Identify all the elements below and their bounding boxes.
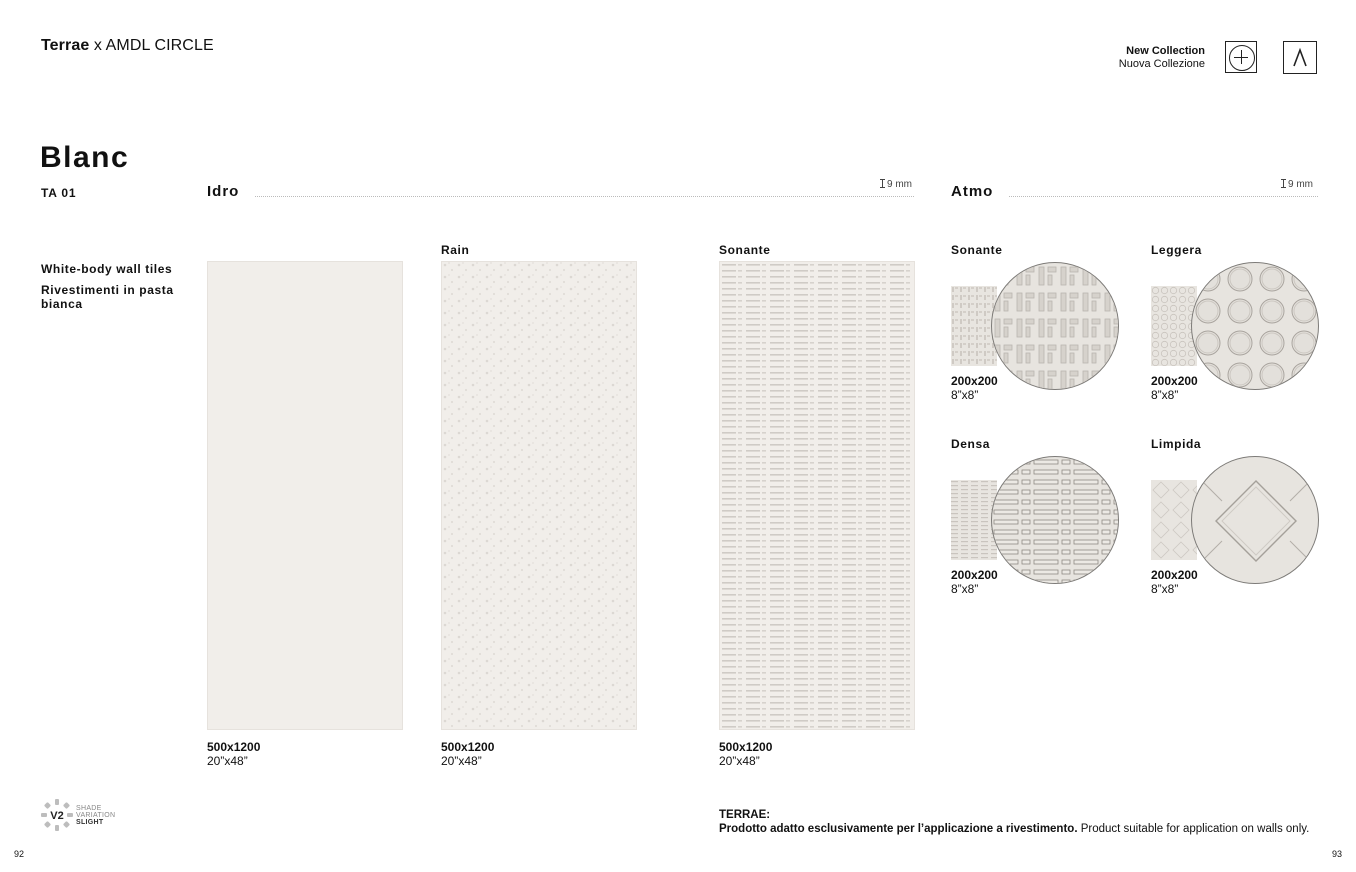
sonante-pattern	[720, 262, 915, 730]
atmo-densa-label: Densa	[951, 437, 991, 451]
idro-thickness-value: 9 mm	[887, 179, 912, 190]
product-code: TA 01	[41, 186, 77, 200]
logo-icon	[1283, 41, 1317, 74]
size-mm: 200x200	[951, 374, 998, 388]
tile-idro-plain-size	[207, 740, 260, 768]
page-number-right: 93	[1331, 849, 1342, 859]
size-in: 8”x8”	[951, 388, 979, 402]
collection-en: New Collection	[1126, 45, 1205, 57]
atmo-limpida-label: Limpida	[1151, 437, 1202, 451]
size-mm: 200x200	[951, 568, 998, 582]
atmo-sonante-size	[951, 374, 998, 402]
shade-code: V2	[50, 810, 64, 822]
size-in: 20”x48”	[719, 754, 760, 768]
tile-rain	[441, 261, 637, 730]
atmo-densa-size	[951, 568, 998, 596]
size-in: 20”x48”	[441, 754, 482, 768]
rain-pattern	[442, 262, 637, 730]
atmo-densa-detail	[991, 456, 1119, 584]
note-heading: TERRAE:	[719, 809, 771, 821]
thickness-icon	[880, 179, 885, 188]
tile-sonante-size	[719, 740, 772, 768]
usage-note	[719, 808, 1309, 836]
plus-icon	[1225, 41, 1257, 73]
shade-line1: SHADE	[76, 805, 102, 812]
product-desc-en: White-body wall tiles	[41, 262, 173, 276]
note-bold: Prodotto adatto esclusivamente per l’applicazione a rivestimento.	[719, 823, 1078, 835]
atmo-leggera-size	[1151, 374, 1198, 402]
atmo-limpida-size	[1151, 568, 1198, 596]
section-atmo-divider	[1009, 196, 1318, 197]
shade-variation-icon	[41, 799, 73, 831]
size-in: 20”x48”	[207, 754, 248, 768]
tile-rain-size	[441, 740, 494, 768]
atmo-leggera-detail	[1191, 262, 1319, 390]
size-in: 8”x8”	[951, 582, 979, 596]
size-mm: 500x1200	[441, 740, 495, 754]
size-in: 8”x8”	[1151, 582, 1179, 596]
note-rest: Product suitable for application on walls only.	[1077, 823, 1310, 835]
section-atmo-title: Atmo	[951, 183, 994, 200]
atmo-thickness-value: 9 mm	[1288, 179, 1313, 190]
collection-label	[1119, 45, 1205, 71]
page-number-left: 92	[14, 849, 25, 859]
thickness-icon	[1281, 179, 1286, 188]
idro-thickness	[880, 179, 912, 190]
shade-variation-label	[76, 805, 115, 826]
atmo-sonante-detail	[991, 262, 1119, 390]
atmo-thickness	[1281, 179, 1313, 190]
collection-it: Nuova Collezione	[1118, 58, 1205, 70]
section-idro-title: Idro	[207, 183, 240, 200]
tile-rain-label: Rain	[441, 243, 470, 257]
shade-line2: VARIATION	[76, 812, 116, 819]
tile-idro-plain	[207, 261, 403, 730]
size-mm: 200x200	[1151, 374, 1198, 388]
atmo-sonante-label: Sonante	[951, 243, 1003, 257]
size-mm: 500x1200	[207, 740, 261, 754]
brand-bold: Terrae	[41, 37, 90, 54]
size-mm: 200x200	[1151, 568, 1198, 582]
atmo-leggera-label: Leggera	[1151, 243, 1202, 257]
shade-level: SLIGHT	[76, 819, 104, 826]
atmo-limpida-detail	[1191, 456, 1319, 584]
product-desc-it: Rivestimenti in pasta bianca	[41, 283, 174, 311]
brand-rest: x AMDL CIRCLE	[89, 37, 214, 54]
section-idro-divider	[255, 196, 914, 197]
size-mm: 500x1200	[719, 740, 773, 754]
size-in: 8”x8”	[1151, 388, 1179, 402]
product-name: Blanc	[40, 141, 130, 174]
tile-sonante	[719, 261, 915, 730]
tile-sonante-label: Sonante	[719, 243, 771, 257]
brand-title	[41, 37, 214, 55]
